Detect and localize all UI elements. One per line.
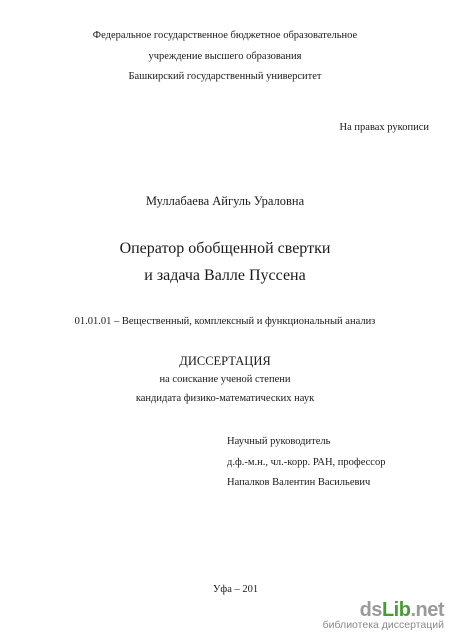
supervisor-label: Научный руководитель: [227, 436, 331, 447]
title-line-1: Оператор обобщенной свертки: [119, 240, 331, 257]
supervisor-credentials: д.ф.-м.н., чл.-корр. РАН, профессор: [227, 457, 386, 468]
title-line-2: и задача Валле Пуссена: [144, 267, 306, 284]
dissertation-heading: ДИССЕРТАЦИЯ: [179, 354, 271, 368]
author-name: Муллабаева Айгуль Ураловна: [145, 194, 305, 208]
degree-line-2: кандидата физико-математических наук: [135, 393, 315, 404]
supervisor-name: Напалков Валентин Васильевич: [227, 477, 371, 488]
degree-line-1: на соискание ученой степени: [159, 374, 291, 385]
city-year: Уфа – 201: [213, 584, 259, 595]
logo-lib: Lib: [381, 599, 411, 621]
institution-line-1: Федеральное государственное бюджетное образовательное: [92, 30, 358, 41]
logo-net: .net: [410, 599, 444, 621]
specialty-code: 01.01.01 – Вещественный, комплексный и функциональный анализ: [74, 316, 376, 327]
manuscript-rights: На правах рукописи: [339, 122, 429, 133]
watermark-subtitle: библиотека диссертаций: [322, 619, 444, 631]
institution-line-2: учреждение высшего образования: [148, 51, 302, 62]
dslib-watermark: [316, 599, 444, 633]
logo-ds: ds: [359, 599, 382, 621]
institution-line-3: Башкирский государственный университет: [128, 71, 322, 82]
